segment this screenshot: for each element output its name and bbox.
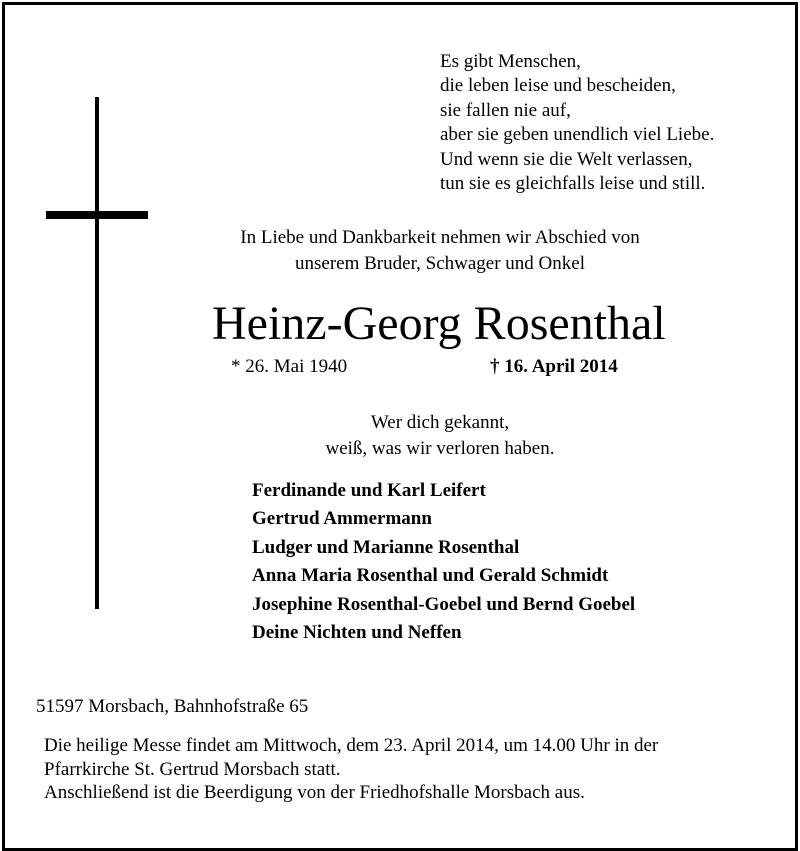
poem-line: die leben leise und bescheiden, (440, 75, 676, 97)
service-line: Anschließend ist die Beerdigung von der Friedhofshalle Morsbach aus. (44, 782, 585, 804)
intro-line-1: In Liebe und Dankbarkeit nehmen wir Abschied von (240, 227, 640, 248)
poem-line: Es gibt Menschen, (440, 51, 581, 72)
quote-line-1: Wer dich gekannt, (370, 412, 510, 433)
cross-icon (95, 97, 99, 609)
service-line: Pfarrkirche St. Gertrud Morsbach statt. (44, 758, 341, 780)
death-date: † 16. April 2014 (490, 356, 618, 377)
poem (440, 50, 714, 196)
mourners-list (252, 477, 635, 647)
poem-line: tun sie es gleichfalls leise und still. (440, 172, 706, 194)
mourner: Deine Nichten und Neffen (252, 621, 462, 643)
deceased-name: Heinz-Georg Rosenthal (212, 297, 666, 350)
address: 51597 Morsbach, Bahnhofstraße 65 (36, 696, 309, 717)
poem-line: Und wenn sie die Welt verlassen, (440, 148, 693, 170)
mourner: Anna Maria Rosenthal und Gerald Schmidt (252, 565, 609, 587)
mourner: Ferdinande und Karl Leifert (252, 480, 486, 501)
service-line: Die heilige Messe findet am Mittwoch, dem 23. April 2014, um 14.00 Uhr in der (44, 735, 659, 756)
birth-date: * 26. Mai 1940 (231, 356, 348, 377)
quote-line-2: weiß, was wir verloren haben. (325, 438, 555, 459)
mourner: Josephine Rosenthal-Goebel und Bernd Goebel (252, 593, 636, 615)
mourner: Ludger und Marianne Rosenthal (252, 536, 520, 558)
intro-line-2: unserem Bruder, Schwager und Onkel (295, 253, 585, 274)
mourner: Gertrud Ammermann (252, 508, 432, 530)
poem-line: aber sie geben unendlich viel Liebe. (440, 124, 715, 146)
service-info (44, 734, 658, 805)
poem-line: sie fallen nie auf, (440, 99, 571, 121)
cross-icon-crossbar (46, 211, 148, 219)
